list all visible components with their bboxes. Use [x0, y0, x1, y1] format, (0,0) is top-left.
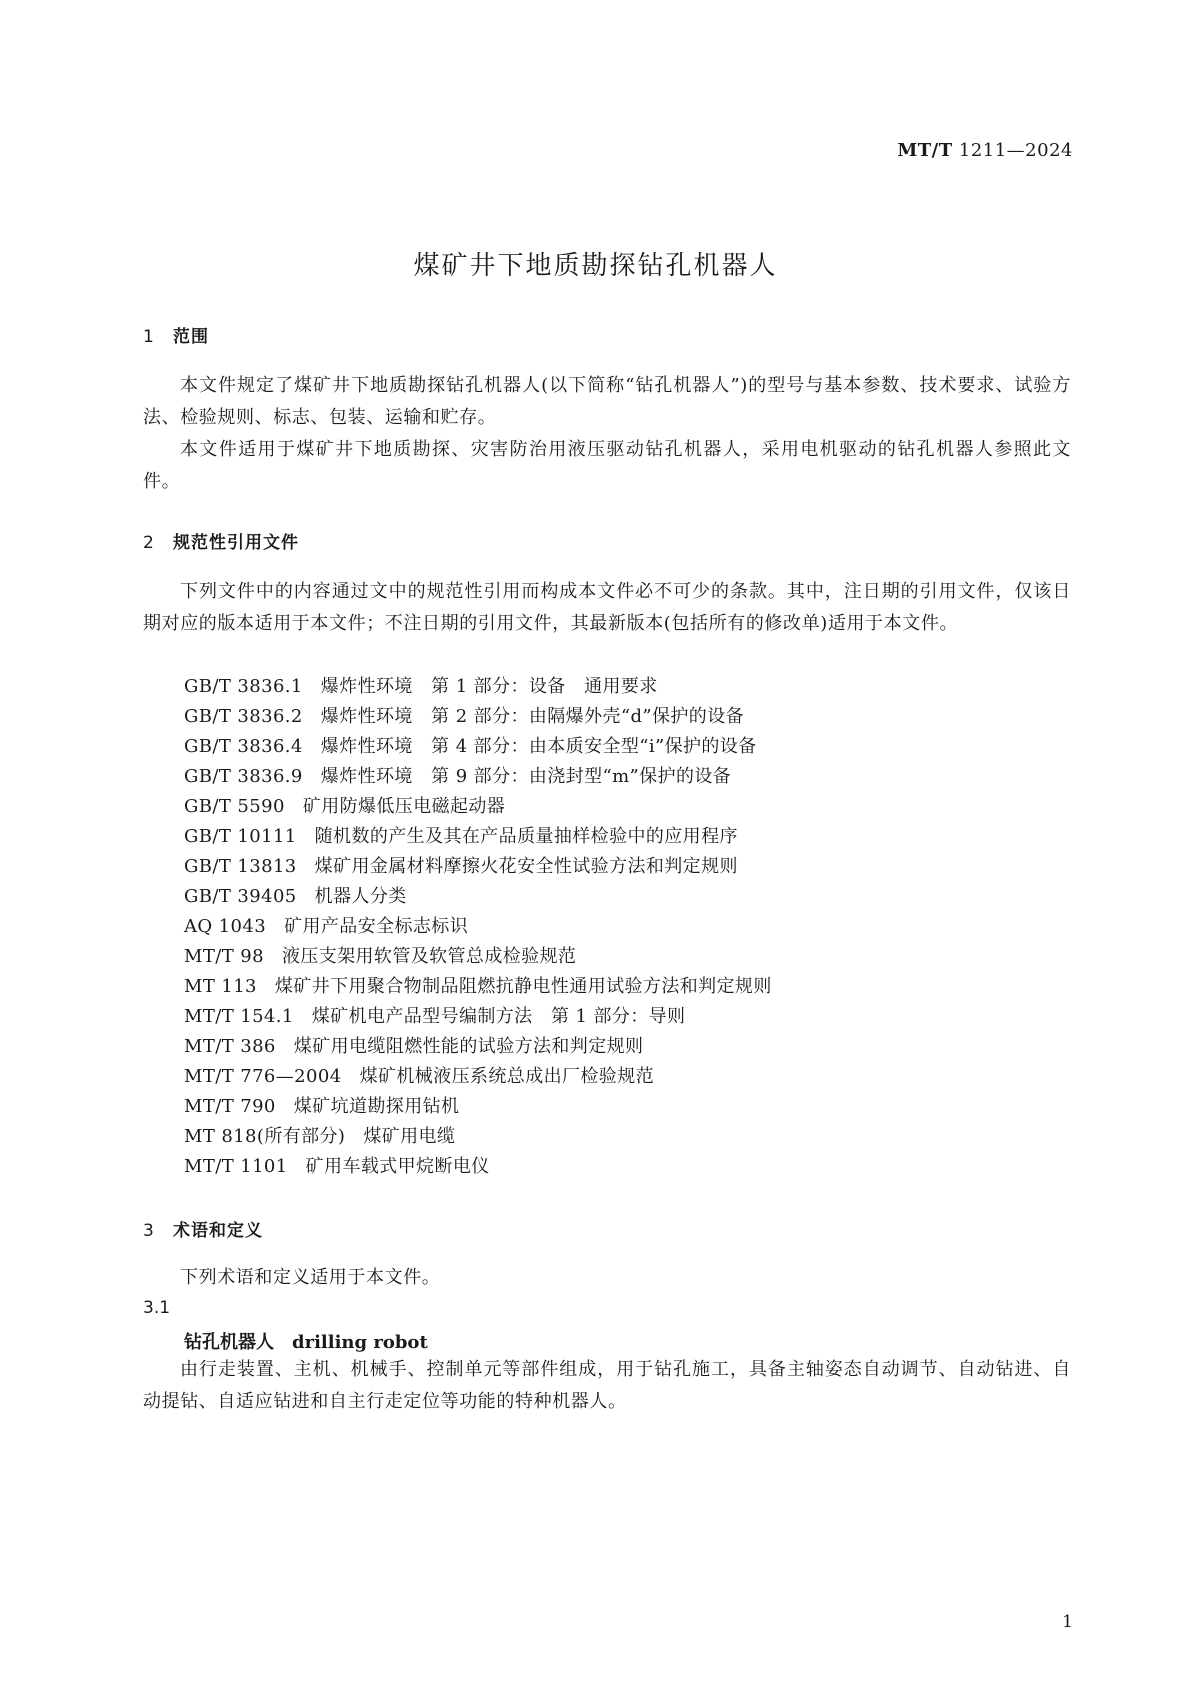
reference-item [184, 1092, 459, 1118]
reference-code: GB/T 3836.2 [184, 706, 303, 727]
section-number: 2 [143, 533, 155, 553]
term-chinese: 钻孔机器人 [184, 1332, 274, 1353]
reference-code: MT/T 776—2004 [184, 1066, 342, 1087]
reference-code: GB/T 39405 [184, 886, 297, 907]
reference-code: MT/T 386 [184, 1036, 276, 1057]
reference-title: 爆炸性环境 第 9 部分：由浇封型“m”保护的设备 [320, 766, 732, 787]
reference-item [184, 852, 738, 878]
standard-prefix: MT/T [897, 140, 953, 161]
reference-item [184, 882, 407, 908]
standard-code [897, 140, 1073, 161]
term-number: 3.1 [143, 1298, 171, 1318]
reference-item [184, 1122, 455, 1148]
reference-code: GB/T 3836.9 [184, 766, 303, 787]
reference-item [184, 702, 744, 728]
section-number: 3 [143, 1221, 155, 1241]
reference-code: MT/T 790 [184, 1096, 276, 1117]
page-number: 1 [1062, 1612, 1073, 1632]
reference-title: 煤矿用电缆阻燃性能的试验方法和判定规则 [293, 1036, 644, 1057]
document-title: 煤矿井下地质勘探钻孔机器人 [413, 251, 778, 281]
reference-title: 爆炸性环境 第 2 部分：由隔爆外壳“d”保护的设备 [320, 706, 745, 727]
reference-title: 矿用车载式甲烷断电仪 [305, 1156, 490, 1177]
scope-paragraph-2: 本文件适用于煤矿井下地质勘探、灾害防治用液压驱动钻孔机器人，采用电机驱动的钻孔机器人参照此文件。 [143, 439, 1071, 492]
standard-number: 1211—2024 [958, 140, 1073, 161]
reference-item [184, 1152, 490, 1178]
reference-title: 随机数的产生及其在产品质量抽样检验中的应用程序 [314, 826, 738, 847]
reference-code: MT 113 [184, 976, 257, 997]
scope-paragraph-1: 本文件规定了煤矿井下地质勘探钻孔机器人(以下简称“钻孔机器人”)的型号与基本参数、技术要求、试验方法、检验规则、标志、包装、运输和贮存。 [143, 375, 1071, 428]
reference-title: 煤矿用金属材料摩擦火花安全性试验方法和判定规则 [314, 856, 738, 877]
reference-item [184, 672, 658, 698]
term-definition: 由行走装置、主机、机械手、控制单元等部件组成，用于钻孔施工，具备主轴姿态自动调节、自动钻进、自动提钻、自适应钻进和自主行走定位等功能的特种机器人。 [143, 1359, 1071, 1412]
reference-code: MT/T 98 [184, 946, 264, 967]
reference-code: MT 818(所有部分) [184, 1126, 346, 1147]
reference-code: GB/T 3836.4 [184, 736, 303, 757]
section-2-heading [143, 528, 299, 553]
reference-item [184, 942, 576, 968]
reference-code: AQ 1043 [184, 916, 267, 937]
section-number: 1 [143, 327, 155, 347]
section-title: 术语和定义 [173, 1221, 263, 1241]
reference-item [184, 822, 738, 848]
reference-title: 煤矿用电缆 [363, 1126, 456, 1147]
terms-intro: 下列术语和定义适用于本文件。 [180, 1267, 441, 1288]
reference-title: 煤矿机械液压系统总成出厂检验规范 [359, 1066, 654, 1087]
section-title: 范围 [173, 327, 209, 347]
reference-item [184, 762, 731, 788]
reference-title: 矿用防爆低压电磁起动器 [302, 796, 506, 817]
reference-item [184, 732, 757, 758]
term-heading [184, 1328, 428, 1354]
reference-item [184, 1062, 654, 1088]
reference-item [184, 1032, 643, 1058]
reference-code: GB/T 13813 [184, 856, 297, 877]
reference-item [184, 972, 772, 998]
reference-code: GB/T 3836.1 [184, 676, 303, 697]
reference-code: GB/T 5590 [184, 796, 285, 817]
reference-title: 爆炸性环境 第 1 部分：设备 通用要求 [320, 676, 658, 697]
reference-title: 煤矿井下用聚合物制品阻燃抗静电性通用试验方法和判定规则 [274, 976, 772, 997]
section-title: 规范性引用文件 [173, 533, 299, 553]
section-3-heading [143, 1216, 263, 1241]
reference-item [184, 1002, 685, 1028]
references-intro: 下列文件中的内容通过文中的规范性引用而构成本文件必不可少的条款。其中，注日期的引用文件，仅该日期对应的版本适用于本文件；不注日期的引用文件，其最新版本(包括所有的修改单)适用于本文件。 [143, 581, 1071, 634]
reference-item [184, 912, 468, 938]
reference-title: 爆炸性环境 第 4 部分：由本质安全型“i”保护的设备 [320, 736, 757, 757]
reference-title: 机器人分类 [314, 886, 407, 907]
reference-title: 煤矿坑道勘探用钻机 [293, 1096, 460, 1117]
section-1-heading [143, 322, 209, 347]
reference-code: MT/T 154.1 [184, 1006, 294, 1027]
reference-code: MT/T 1101 [184, 1156, 288, 1177]
reference-title: 煤矿机电产品型号编制方法 第 1 部分：导则 [311, 1006, 686, 1027]
term-english: drilling robot [292, 1332, 428, 1353]
reference-title: 液压支架用软管及软管总成检验规范 [281, 946, 577, 967]
reference-title: 矿用产品安全标志标识 [284, 916, 469, 937]
reference-code: GB/T 10111 [184, 826, 297, 847]
reference-item [184, 792, 505, 818]
